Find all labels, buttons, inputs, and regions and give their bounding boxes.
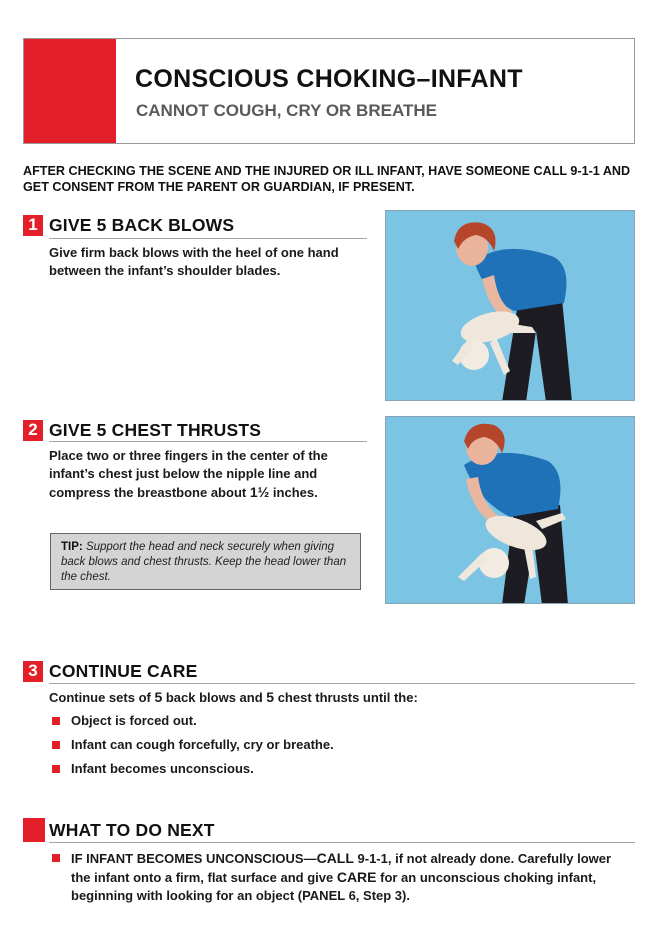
step-title: GIVE 5 BACK BLOWS: [49, 214, 235, 235]
call-emphasis: CALL: [316, 850, 354, 866]
bullet-square-icon: [52, 854, 60, 862]
list-item: IF INFANT BECOMES UNCONSCIOUS—CALL 9-1-1, if not already done. Carefully lower the infant onto a firm, flat surface and give CARE for an unconscious choking infant, beginning with looking for an object (PANEL 6, Step 3).: [52, 849, 632, 905]
step-3-text: [49, 688, 629, 707]
bullet-square-icon: [52, 765, 60, 773]
step-3-text-part: Continue sets of: [49, 690, 155, 705]
what-to-do-next-heading: WHAT TO DO NEXT: [49, 820, 215, 840]
divider: [49, 683, 635, 684]
page-subtitle: CANNOT COUGH, CRY OR BREATHE: [136, 101, 437, 120]
chest-thrusts-photo: [385, 416, 635, 604]
step-title: GIVE 5 CHEST THRUSTS: [49, 419, 262, 440]
divider: [49, 842, 635, 843]
back-blows-photo: [385, 210, 635, 401]
divider: [49, 238, 367, 239]
step-title: CONTINUE CARE: [49, 660, 198, 681]
step-2-text-end: inches.: [269, 485, 318, 500]
next-steps-list: [52, 849, 632, 905]
list-item: Object is forced out.: [52, 712, 334, 730]
step-3-heading: [23, 660, 197, 682]
step-1-heading: [23, 214, 234, 236]
step-2-heading: [23, 419, 261, 441]
title-banner: [23, 38, 635, 144]
step-3-text-part: back blows and: [162, 690, 267, 705]
bullet-square-icon: [52, 717, 60, 725]
care-emphasis: CARE: [336, 869, 377, 885]
red-accent-block: [23, 818, 45, 842]
bullet-square-icon: [52, 741, 60, 749]
step-2-text-main: Place two or three fingers in the center of the infant’s chest just below the nipple line and compress the breastbone about: [49, 448, 328, 500]
step-1-text: Give firm back blows with the heel of one hand between the infant’s shoulder blades.: [49, 245, 339, 278]
step-number-badge: 2: [23, 420, 43, 441]
step-number-badge: 1: [23, 215, 43, 236]
page-title: CONSCIOUS CHOKING–INFANT: [135, 65, 523, 93]
list-item: Infant can cough forcefully, cry or breathe.: [52, 736, 334, 754]
red-accent-block: [24, 39, 116, 143]
rescuer-chest-thrusts-illustration: [386, 417, 635, 604]
continue-care-list: [52, 712, 334, 778]
tip-box: [50, 533, 361, 590]
divider: [49, 441, 367, 442]
depth-value: 1½: [249, 484, 270, 500]
step-number-badge: 3: [23, 661, 43, 682]
intro-instruction: AFTER CHECKING THE SCENE AND THE INJURED OR ILL INFANT, HAVE SOMEONE CALL 9-1-1 AND GET CONSENT FROM THE PARENT OR GUARDIAN, IF PRESENT.: [23, 164, 631, 194]
step-2-text: [49, 447, 369, 502]
tip-label: TIP:: [61, 541, 83, 553]
tip-text: Support the head and neck securely when giving back blows and chest thrusts. Keep the head lower than the chest.: [61, 541, 347, 583]
rescuer-back-blows-illustration: [386, 211, 635, 401]
step-3-text-part: chest thrusts until the:: [274, 690, 418, 705]
list-item: Infant becomes unconscious.: [52, 760, 334, 778]
chest-thrust-count: 5: [266, 689, 275, 705]
back-blow-count: 5: [154, 689, 163, 705]
